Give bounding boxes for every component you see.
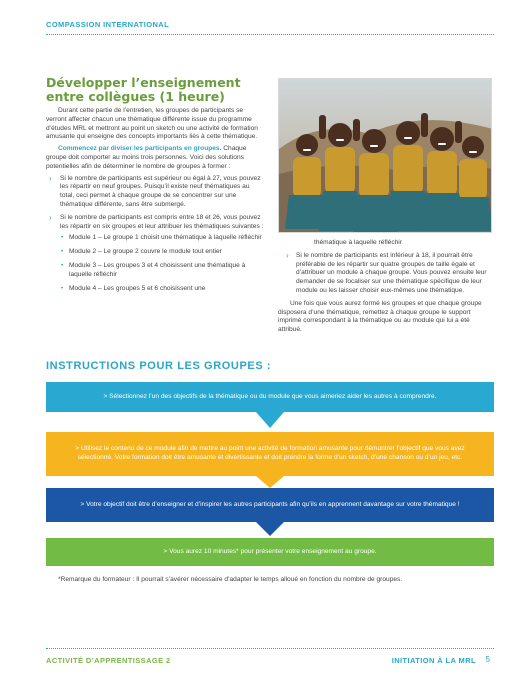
section-title: Développer l’enseignement entre collègues (1 heure) xyxy=(46,75,241,104)
option-27-plus xyxy=(46,175,264,210)
option-text: Si le nombre de participants est compris entre 18 et 26, vous pouvez les répartir en six groupes et leur attribuer les thématiques suivantes : xyxy=(60,213,264,230)
bullet-dot-icon: • xyxy=(61,284,64,292)
lead-paragraph xyxy=(46,145,264,171)
list-item: • Module 3 – Les groupes 3 et 4 choisissent une thématique à laquelle réfléchir xyxy=(61,261,246,278)
photo-illustration xyxy=(279,79,492,233)
closing-paragraph: Une fois que vous aurez formé les groupes et que chaque groupe disposera d’une thématique, remettez à chaque groupe le support imprimé correspondant à la thématique ou au module qui lui a été attribué. xyxy=(278,299,482,334)
list-item: • Module 1 – Le groupe 1 choisit une thématique à laquelle réfléchir xyxy=(61,234,262,242)
instruction-step-2: > Utilisez le contenu de ce module afin de mettre au point une activité de formation amusante pour démontrer l’objectif que vous avez sélectionné. Votre formation doit être amusante et divertissante et doit prendre la forme d’un sketch, d’une chanson ou d’un jeu, etc. xyxy=(46,432,494,476)
module-list xyxy=(60,234,264,293)
arrow-down-icon xyxy=(256,412,284,428)
module4-continued: thématique à laquelle réfléchir xyxy=(314,239,402,246)
left-column xyxy=(46,107,264,298)
chevron-right-icon: › xyxy=(49,173,52,183)
arrow-down-icon xyxy=(256,522,284,536)
intro-paragraph: Durant cette partie de l’entretien, les groupes de participants se verront affecter chacun une thématique différente issue du programme d’études MRL et mettront au point un sketch ou une activité de formation amusante qui enseigne des concepts importants liés à cette thématique. xyxy=(46,107,258,141)
right-column xyxy=(278,239,492,335)
bullet-dot-icon: • xyxy=(61,261,64,269)
chevron-right-icon: › xyxy=(286,250,289,260)
header-brand: COMPASSION INTERNATIONAL xyxy=(46,20,170,29)
arrow-down-icon xyxy=(256,476,284,488)
lead-text: Chaque groupe doit comporter au moins trois personnes. Voici des solutions potentielles afin de déterminer le nombre de groupes à former : xyxy=(46,145,247,170)
instruction-step-3: > Votre objectif doit être d’enseigner et d’inspirer les autres participants afin qu’ils en apprennent davantage sur votre thématique ! xyxy=(46,488,494,522)
trainer-note: *Remarque du formateur : Il pourrait s’avérer nécessaire d’adapter le temps alloué en fonction du nombre de groupes. xyxy=(58,576,403,583)
instruction-step-1: > Sélectionnez l’un des objectifs de la thématique ou du module que vous aimeriez aider les autres à comprendre. xyxy=(46,382,494,412)
option-18-26 xyxy=(46,214,264,294)
option-text: Si le nombre de participants est supérieur ou égal à 27, vous pouvez les répartir en neuf groupes. Puisqu’il existe neuf thématiques au total, ceci permet à chaque groupe de se concentrer sur une thématique différente, sans être submergé. xyxy=(60,174,261,208)
children-photo xyxy=(278,78,492,233)
page-number: 5 xyxy=(485,655,490,664)
option-under-18 xyxy=(278,252,492,296)
bullet-dot-icon: • xyxy=(61,248,64,256)
lead-highlight: Commencez par diviser les participants en groupes. xyxy=(58,145,222,153)
instructions-title: INSTRUCTIONS POUR LES GROUPES : xyxy=(46,360,272,372)
footer-activity: ACTIVITÉ D’APPRENTISSAGE 2 xyxy=(46,656,171,665)
bullet-dot-icon: • xyxy=(61,234,64,242)
chevron-right-icon: › xyxy=(49,212,52,222)
footer-course: INITIATION À LA MRL xyxy=(391,656,476,665)
instruction-step-4: > Vous aurez 10 minutes* pour présenter votre enseignement au groupe. xyxy=(46,538,494,566)
footer-divider xyxy=(46,648,494,649)
option-text: Si le nombre de participants est inférieur à 18, il pourrait être préférable de les répartir sur quatre groupes de taille égale et d’attribuer un module à chaque groupe. Vous pouvez ensuite leur demander de se focaliser sur une thématique spécifique de leur module ou les laisser choisir eux-mêmes une thématique. xyxy=(296,251,487,294)
list-item: • Module 2 – Le groupe 2 couvre le module tout entier xyxy=(61,248,222,256)
header-divider xyxy=(46,34,494,35)
list-item: • Module 4 – Les groupes 5 et 6 choisissent une xyxy=(61,284,206,292)
